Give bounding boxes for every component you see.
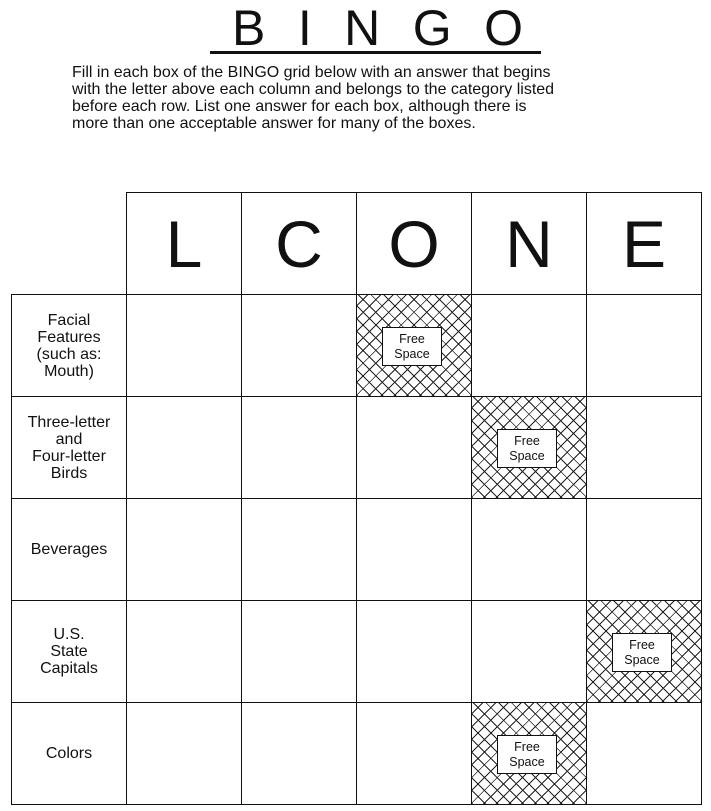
bingo-title	[210, 0, 541, 56]
row-label-text: Three-letter and Four-letter Birds	[27, 413, 111, 482]
column-header-n	[471, 192, 587, 295]
free-space-label: Free Space	[497, 429, 557, 468]
answer-cell[interactable]	[126, 498, 242, 601]
answer-cell[interactable]	[471, 600, 587, 703]
answer-cell[interactable]	[586, 396, 702, 499]
answer-cell[interactable]	[126, 600, 242, 703]
answer-cell[interactable]	[126, 396, 242, 499]
column-header-o	[356, 192, 472, 295]
row-label	[11, 600, 127, 703]
answer-cell[interactable]	[241, 702, 357, 805]
column-letter: O	[388, 206, 440, 281]
instructions	[72, 64, 647, 132]
row-label	[11, 396, 127, 499]
answer-cell[interactable]	[356, 498, 472, 601]
column-letter: L	[165, 206, 203, 281]
column-letter: E	[621, 206, 667, 281]
row-label	[11, 498, 127, 601]
answer-cell[interactable]	[126, 294, 242, 397]
row-label-text: Beverages	[30, 541, 108, 558]
column-letter: N	[505, 206, 553, 281]
row-label-text: Facial Features (such as: Mouth)	[36, 311, 102, 380]
answer-cell[interactable]	[471, 498, 587, 601]
row-label-text: Colors	[45, 745, 93, 762]
answer-cell[interactable]	[126, 702, 242, 805]
free-space-label: Free Space	[382, 327, 442, 366]
title-letter-n: N	[344, 0, 381, 56]
free-space-cell	[471, 702, 587, 805]
free-space-cell	[586, 600, 702, 703]
answer-cell[interactable]	[356, 396, 472, 499]
column-header-c	[241, 192, 357, 295]
free-space-cell	[471, 396, 587, 499]
free-space-cell	[356, 294, 472, 397]
free-space-label: Free Space	[497, 735, 557, 774]
answer-cell[interactable]	[241, 600, 357, 703]
instructions-line: before each row. List one answer for each box, although there is	[72, 98, 527, 115]
row-label	[11, 294, 127, 397]
column-header-l	[126, 192, 242, 295]
answer-cell[interactable]	[586, 294, 702, 397]
instructions-line: Fill in each box of the BINGO grid below with an answer that begins	[72, 64, 551, 81]
row-label-text: U.S. State Capitals	[40, 626, 98, 677]
title-letter-g: G	[412, 0, 452, 56]
answer-cell[interactable]	[586, 498, 702, 601]
row-label	[11, 702, 127, 805]
answer-cell[interactable]	[241, 294, 357, 397]
answer-cell[interactable]	[471, 294, 587, 397]
answer-cell[interactable]	[241, 498, 357, 601]
instructions-line: with the letter above each column and belongs to the category listed	[72, 81, 555, 98]
answer-cell[interactable]	[241, 396, 357, 499]
answer-cell[interactable]	[356, 600, 472, 703]
title-letter-i: I	[297, 0, 312, 56]
answer-cell[interactable]	[356, 702, 472, 805]
instructions-line: more than one acceptable answer for many of the boxes.	[72, 115, 476, 132]
answer-cell[interactable]	[586, 702, 702, 805]
column-letter: C	[275, 206, 323, 281]
column-header-e	[586, 192, 702, 295]
free-space-label: Free Space	[612, 633, 672, 672]
title-letter-b: B	[232, 0, 266, 56]
title-letter-o: O	[484, 0, 523, 56]
